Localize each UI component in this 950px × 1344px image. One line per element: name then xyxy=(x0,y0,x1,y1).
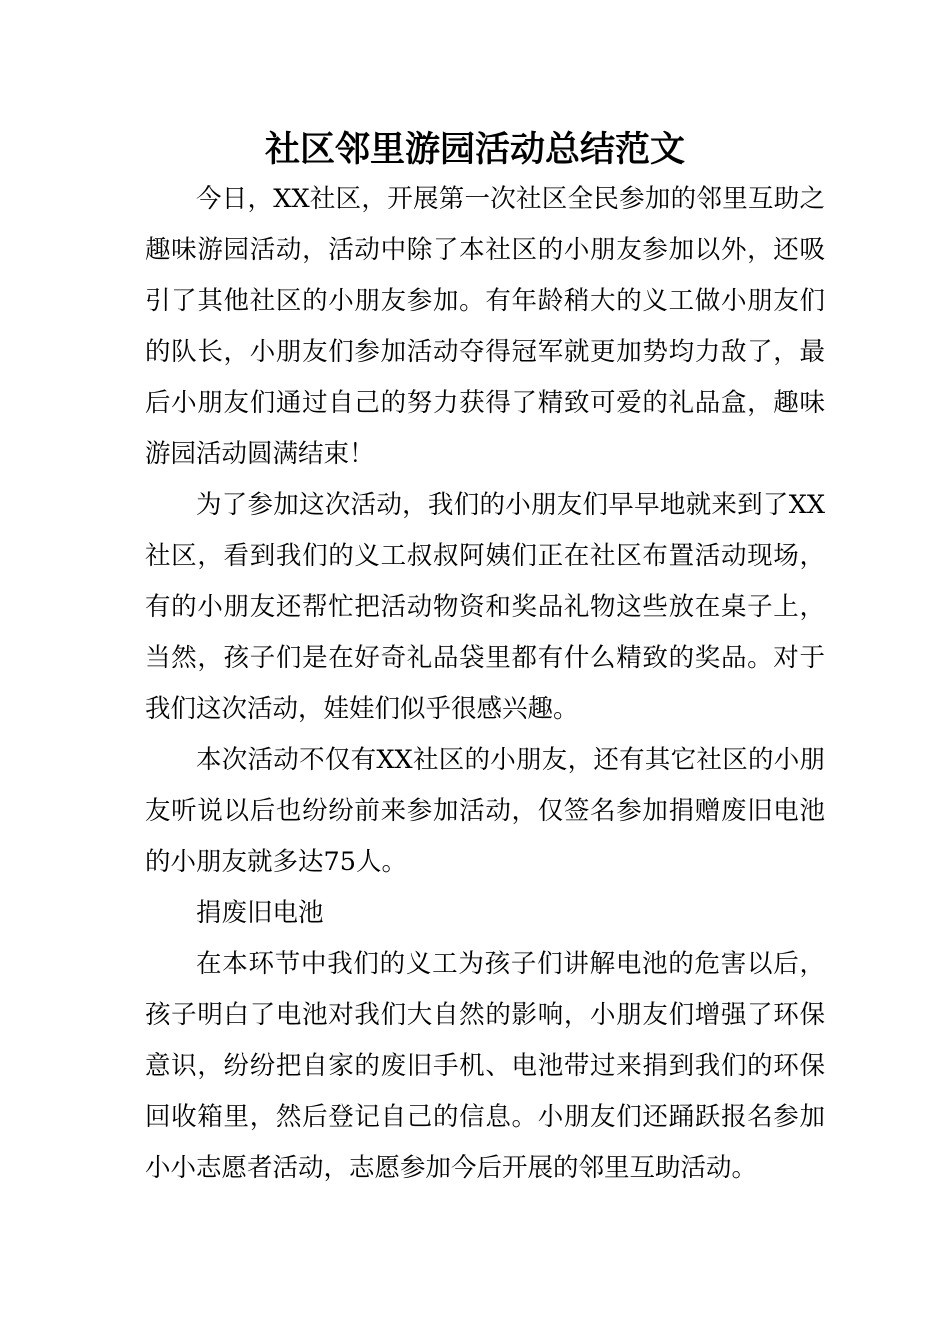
paragraph-arrival: 为了参加这次活动，我们的小朋友们早早地就来到了XX社区，看到我们的义工叔叔阿姨们正在社区布置活动现场，有的小朋友还帮忙把活动物资和奖品礼物这些放在桌子上，当然，孩子们是在好奇礼品袋里都有什么精致的奖品。对于我们这次活动，娃娃们似乎很感兴趣。 xyxy=(145,490,825,724)
paragraph-participants: 本次活动不仅有XX社区的小朋友，还有其它社区的小朋友听说以后也纷纷前来参加活动，仅签名参加捐赠废旧电池的小朋友就多达75人。 xyxy=(145,745,825,877)
paragraph-battery: 在本环节中我们的义工为孩子们讲解电池的危害以后，孩子明白了电池对我们大自然的影响，小朋友们增强了环保意识，纷纷把自家的废旧手机、电池带过来捐到我们的环保回收箱里，然后登记自己的信息。小朋友们还踊跃报名参加小小志愿者活动，志愿参加今后开展的邻里互助活动。 xyxy=(145,949,825,1183)
section-heading-battery: 捐废旧电池 xyxy=(196,898,324,928)
document-title: 社区邻里游园活动总结范文 xyxy=(264,130,685,170)
document-body xyxy=(145,174,825,1194)
paragraph-intro: 今日，XX社区，开展第一次社区全民参加的邻里互助之趣味游园活动，活动中除了本社区的小朋友参加以外，还吸引了其他社区的小朋友参加。有年龄稍大的义工做小朋友们的队长，小朋友们参加活动夺得冠军就更加势均力敌了，最后小朋友们通过自己的努力获得了精致可爱的礼品盒，趣味游园活动圆满结束！ xyxy=(145,184,825,469)
